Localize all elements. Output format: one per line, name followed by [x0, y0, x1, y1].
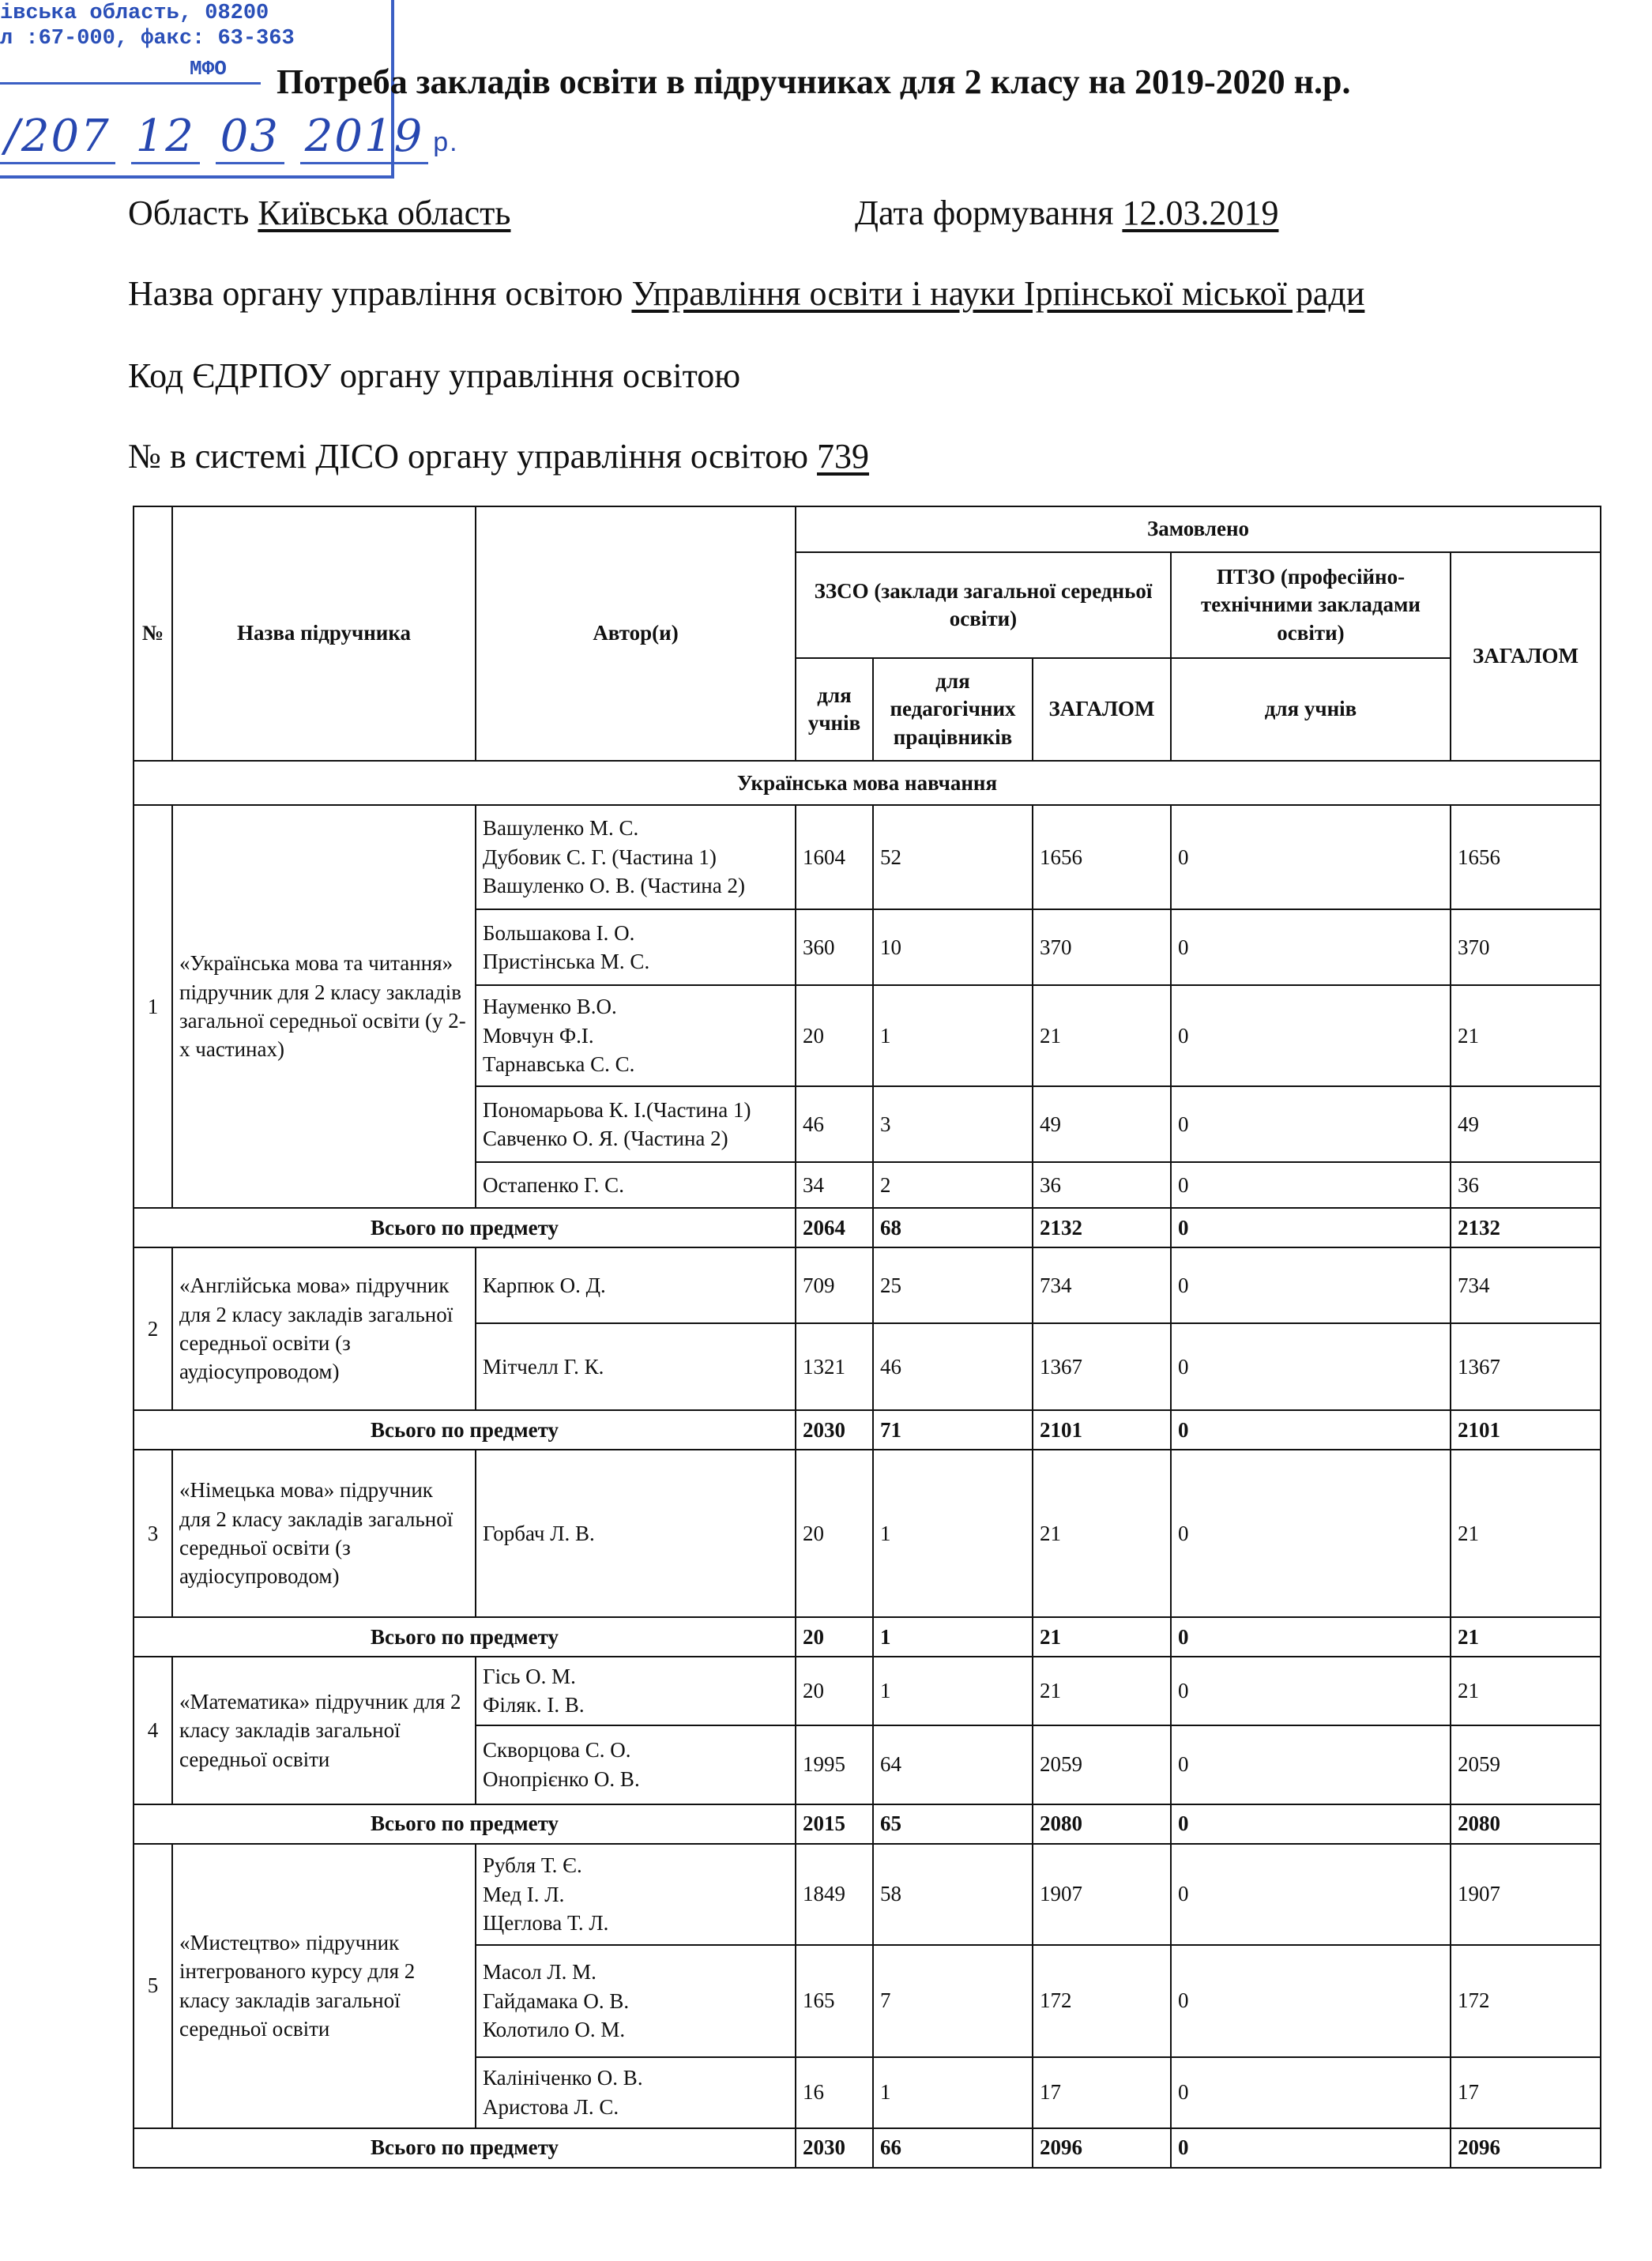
stamp-mfo: МФО [190, 57, 227, 81]
total-ptzo: 0 [1171, 2128, 1451, 2168]
stamp-address-line: івська область, 08200 [0, 2, 269, 25]
author-cell: Горбач Л. В. [476, 1450, 796, 1617]
author-cell: Рубля Т. Є. Мед І. Л. Щеглова Т. Л. [476, 1844, 796, 1945]
cell-zzso-total: 36 [1033, 1162, 1171, 1208]
total-teachers: 1 [873, 1617, 1033, 1657]
cell-zzso-total: 1367 [1033, 1323, 1171, 1410]
total-students: 20 [796, 1617, 873, 1657]
cell-students: 709 [796, 1247, 873, 1323]
total-teachers: 68 [873, 1208, 1033, 1247]
education-body-label: Назва органу управління освітою [128, 274, 623, 313]
cell-teachers: 1 [873, 2057, 1033, 2128]
cell-students: 20 [796, 1450, 873, 1617]
diso-line [128, 436, 869, 476]
total-teachers: 65 [873, 1804, 1033, 1844]
cell-zzso-total: 172 [1033, 1945, 1171, 2057]
cell-ptzo: 0 [1171, 1450, 1451, 1617]
cell-total: 36 [1451, 1162, 1601, 1208]
subject-total-row [134, 1410, 1601, 1450]
stamp-reg-year: 2019 [300, 111, 429, 164]
total-label: Всього по предмету [134, 1617, 796, 1657]
cell-students: 16 [796, 2057, 873, 2128]
total-students: 2030 [796, 1410, 873, 1450]
cell-teachers: 46 [873, 1323, 1033, 1410]
total-students: 2030 [796, 2128, 873, 2168]
header-zzso: ЗЗСО (заклади загальної середньої освіти) [796, 552, 1171, 658]
total-zzso-total: 2096 [1033, 2128, 1171, 2168]
stamp-reg-number: /207 [0, 111, 115, 164]
total-teachers: 66 [873, 2128, 1033, 2168]
header-ptzo-students: для учнів [1171, 658, 1451, 761]
cell-total: 21 [1451, 985, 1601, 1086]
author-cell: Масол Л. М. Гайдамака О. В. Колотило О. М. [476, 1945, 796, 2057]
author-cell: Карпюк О. Д. [476, 1247, 796, 1323]
cell-students: 1604 [796, 805, 873, 909]
cell-students: 1849 [796, 1844, 873, 1945]
author-cell: Остапенко Г. С. [476, 1162, 796, 1208]
total-ptzo: 0 [1171, 1804, 1451, 1844]
edrpou-label: Код ЄДРПОУ органу управління освітою [128, 356, 741, 395]
cell-zzso-total: 734 [1033, 1247, 1171, 1323]
table-row [134, 805, 1601, 909]
total-ptzo: 0 [1171, 1208, 1451, 1247]
cell-ptzo: 0 [1171, 909, 1451, 985]
header-textbook-name: Назва підручника [172, 506, 476, 761]
cell-zzso-total: 2059 [1033, 1725, 1171, 1804]
author-cell: Калініченко О. В. Аристова Л. С. [476, 2057, 796, 2128]
total-label: Всього по предмету [134, 1804, 796, 1844]
textbook-name: «Математика» підручник для 2 класу закладів загальної середньої освіти [172, 1657, 476, 1804]
cell-zzso-total: 1907 [1033, 1844, 1171, 1945]
total-students: 2064 [796, 1208, 873, 1247]
cell-teachers: 3 [873, 1086, 1033, 1162]
cell-zzso-total: 17 [1033, 2057, 1171, 2128]
cell-students: 20 [796, 985, 873, 1086]
total-ptzo: 0 [1171, 1410, 1451, 1450]
subject-number: 4 [134, 1657, 172, 1804]
textbook-name: «Українська мова та читання» підручник для 2 класу закладів загальної середньої освіти (у 2-х частинах) [172, 805, 476, 1208]
total-zzso-total: 21 [1033, 1617, 1171, 1657]
author-cell: Большакова І. О. Пристінська М. С. [476, 909, 796, 985]
cell-teachers: 1 [873, 1450, 1033, 1617]
cell-zzso-total: 1656 [1033, 805, 1171, 909]
cell-ptzo: 0 [1171, 1945, 1451, 2057]
region-value: Київська область [258, 194, 511, 232]
cell-teachers: 64 [873, 1725, 1033, 1804]
cell-ptzo: 0 [1171, 2057, 1451, 2128]
cell-teachers: 58 [873, 1844, 1033, 1945]
cell-total: 1656 [1451, 805, 1601, 909]
header-number: № [134, 506, 172, 761]
cell-students: 1321 [796, 1323, 873, 1410]
header-grand-total: ЗАГАЛОМ [1451, 552, 1601, 761]
region-label: Область [128, 194, 250, 232]
subject-total-row [134, 1804, 1601, 1844]
total-zzso-total: 2132 [1033, 1208, 1171, 1247]
cell-total: 21 [1451, 1657, 1601, 1725]
cell-teachers: 25 [873, 1247, 1033, 1323]
textbook-name: «Німецька мова» підручник для 2 класу закладів загальної середньої освіти (з аудіосупроводом) [172, 1450, 476, 1617]
total-total: 2080 [1451, 1804, 1601, 1844]
total-students: 2015 [796, 1804, 873, 1844]
cell-ptzo: 0 [1171, 985, 1451, 1086]
cell-students: 46 [796, 1086, 873, 1162]
cell-total: 1907 [1451, 1844, 1601, 1945]
cell-total: 172 [1451, 1945, 1601, 2057]
cell-students: 1995 [796, 1725, 873, 1804]
header-zzso-total: ЗАГАЛОМ [1033, 658, 1171, 761]
cell-teachers: 1 [873, 985, 1033, 1086]
total-label: Всього по предмету [134, 1208, 796, 1247]
cell-ptzo: 0 [1171, 1725, 1451, 1804]
textbook-demand-table [133, 506, 1601, 2169]
cell-students: 20 [796, 1657, 873, 1725]
cell-zzso-total: 21 [1033, 985, 1171, 1086]
cell-total: 1367 [1451, 1323, 1601, 1410]
cell-students: 165 [796, 1945, 873, 2057]
diso-label: № в системі ДІСО органу управління освітою [128, 437, 809, 476]
cell-ptzo: 0 [1171, 1162, 1451, 1208]
header-ordered: Замовлено [796, 506, 1601, 552]
author-cell: Гісь О. М. Філяк. І. В. [476, 1657, 796, 1725]
header-authors: Автор(и) [476, 506, 796, 761]
cell-total: 49 [1451, 1086, 1601, 1162]
cell-total: 17 [1451, 2057, 1601, 2128]
total-label: Всього по предмету [134, 2128, 796, 2168]
total-zzso-total: 2101 [1033, 1410, 1171, 1450]
author-cell: Вашуленко М. С. Дубовик С. Г. (Частина 1) Вашуленко О. В. (Частина 2) [476, 805, 796, 909]
date-label: Дата формування [855, 194, 1114, 232]
total-total: 21 [1451, 1617, 1601, 1657]
stamp-reg-suffix: р. [433, 127, 459, 157]
stamp-reg-month: 03 [216, 111, 284, 164]
cell-ptzo: 0 [1171, 805, 1451, 909]
education-body-line [128, 273, 1364, 314]
textbook-name: «Англійська мова» підручник для 2 класу закладів загальної середньої освіти (з аудіосупроводом) [172, 1247, 476, 1410]
education-body-value: Управління освіти і науки Ірпінської міської ради [631, 274, 1365, 313]
cell-total: 370 [1451, 909, 1601, 985]
header-zzso-teachers: для педагогічних працівників [873, 658, 1033, 761]
language-section-row: Українська мова навчання [134, 761, 1601, 805]
table-row [134, 1844, 1601, 1945]
table-row [134, 1450, 1601, 1617]
total-label: Всього по предмету [134, 1410, 796, 1450]
subject-total-row [134, 1208, 1601, 1247]
date-value: 12.03.2019 [1122, 194, 1279, 232]
author-cell: Пономарьова К. І.(Частина 1) Савченко О. Я. (Частина 2) [476, 1086, 796, 1162]
diso-value: 739 [817, 437, 870, 476]
cell-ptzo: 0 [1171, 1247, 1451, 1323]
stamp-registration [0, 111, 464, 162]
cell-teachers: 52 [873, 805, 1033, 909]
edrpou-line [128, 356, 740, 396]
cell-teachers: 1 [873, 1657, 1033, 1725]
header-zzso-students: для учнів [796, 658, 873, 761]
subject-number: 1 [134, 805, 172, 1208]
author-cell: Науменко В.О. Мовчун Ф.І. Тарнавська С. С. [476, 985, 796, 1086]
subject-total-row [134, 1617, 1601, 1657]
cell-teachers: 10 [873, 909, 1033, 985]
cell-total: 21 [1451, 1450, 1601, 1617]
cell-ptzo: 0 [1171, 1844, 1451, 1945]
author-cell: Скворцова С. О. Онопрієнко О. В. [476, 1725, 796, 1804]
subject-number: 3 [134, 1450, 172, 1617]
cell-students: 360 [796, 909, 873, 985]
textbook-name: «Мистецтво» підручник інтегрованого курсу для 2 класу закладів загальної середньої освіти [172, 1844, 476, 2128]
region-line [128, 193, 510, 233]
table-row [134, 1247, 1601, 1323]
cell-zzso-total: 21 [1033, 1657, 1171, 1725]
cell-zzso-total: 49 [1033, 1086, 1171, 1162]
cell-zzso-total: 21 [1033, 1450, 1171, 1617]
cell-teachers: 2 [873, 1162, 1033, 1208]
header-ptzo: ПТЗО (професійно-технічними закладами освіти) [1171, 552, 1451, 658]
total-total: 2096 [1451, 2128, 1601, 2168]
cell-total: 734 [1451, 1247, 1601, 1323]
stamp-phone-line: л :67-000, факс: 63-363 [0, 27, 295, 51]
cell-students: 34 [796, 1162, 873, 1208]
cell-zzso-total: 370 [1033, 909, 1171, 985]
cell-ptzo: 0 [1171, 1086, 1451, 1162]
cell-total: 2059 [1451, 1725, 1601, 1804]
total-zzso-total: 2080 [1033, 1804, 1171, 1844]
stamp-divider [0, 82, 261, 85]
subject-number: 2 [134, 1247, 172, 1410]
subject-number: 5 [134, 1844, 172, 2128]
date-line [855, 193, 1278, 233]
total-teachers: 71 [873, 1410, 1033, 1450]
total-total: 2132 [1451, 1208, 1601, 1247]
subject-total-row [134, 2128, 1601, 2168]
cell-teachers: 7 [873, 1945, 1033, 2057]
cell-ptzo: 0 [1171, 1657, 1451, 1725]
cell-ptzo: 0 [1171, 1323, 1451, 1410]
stamp-reg-day: 12 [131, 111, 200, 164]
table-row [134, 1657, 1601, 1725]
author-cell: Мітчелл Г. К. [476, 1323, 796, 1410]
total-total: 2101 [1451, 1410, 1601, 1450]
document-title: Потреба закладів освіти в підручниках для 2 класу на 2019-2020 н.р. [277, 62, 1351, 101]
total-ptzo: 0 [1171, 1617, 1451, 1657]
